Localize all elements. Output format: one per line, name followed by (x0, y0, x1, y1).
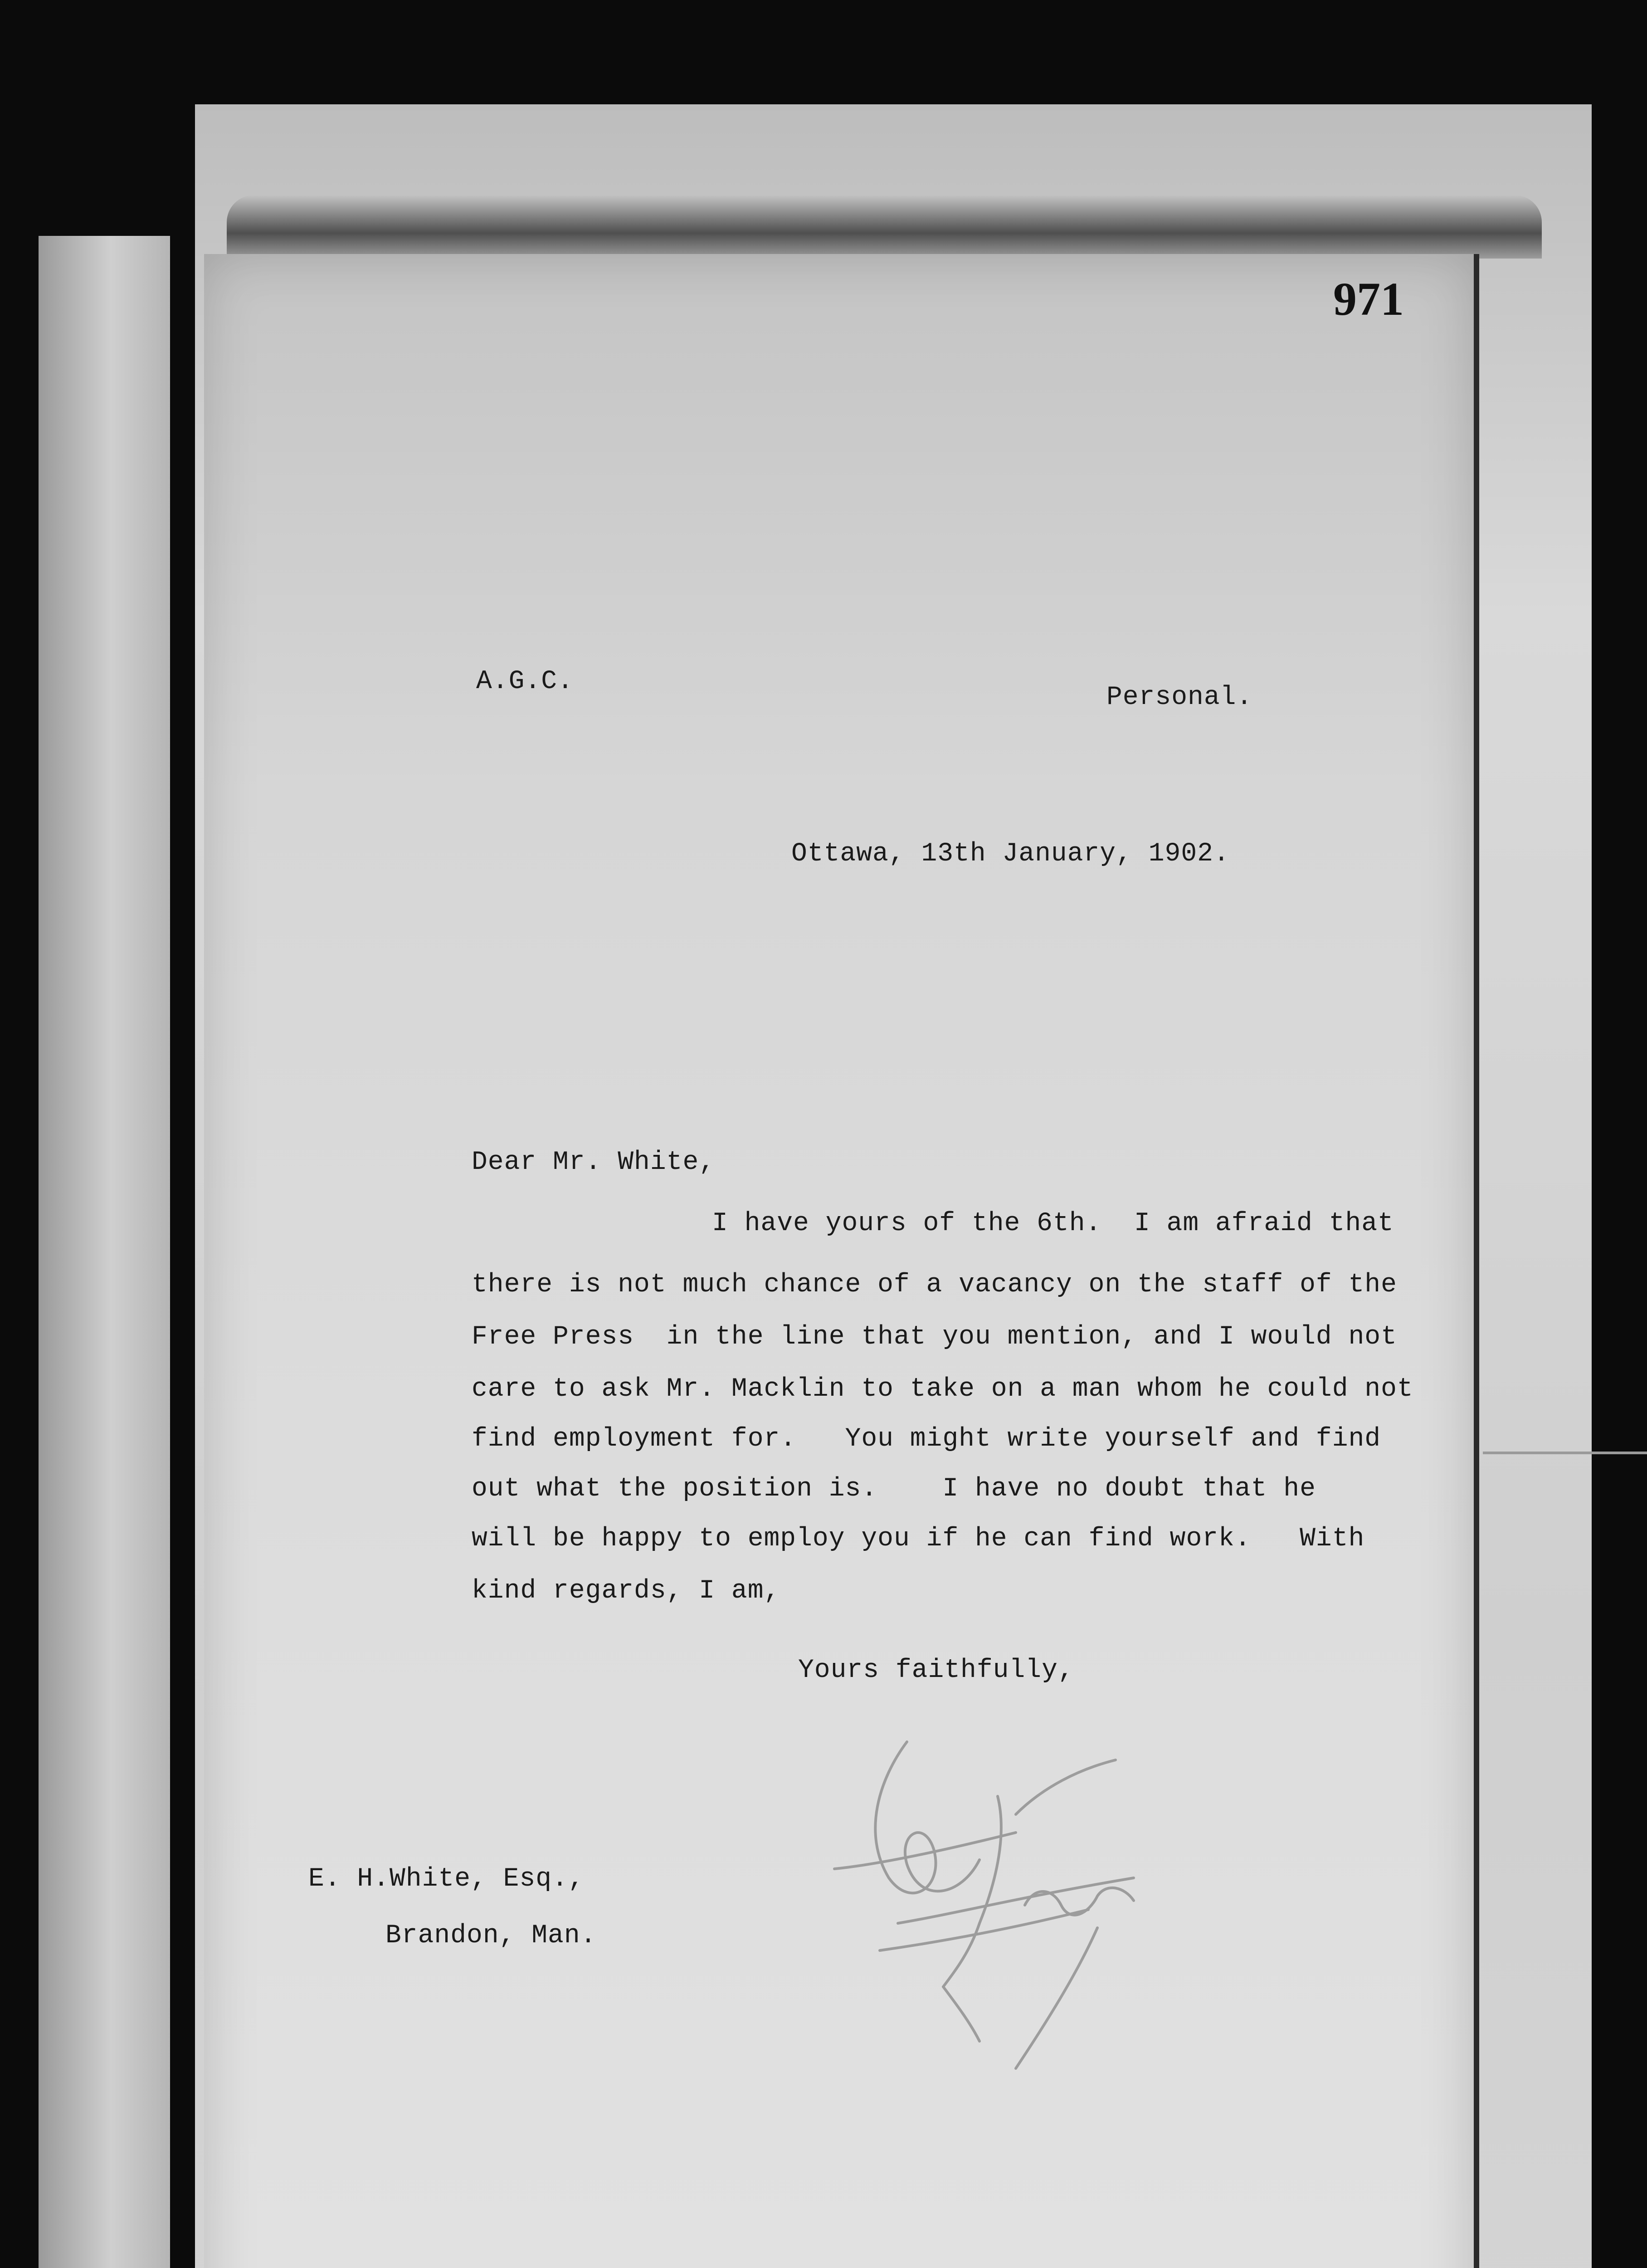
reference-initials: A.G.C. (476, 667, 574, 696)
page-top-edge-shadow (227, 195, 1542, 259)
folio-number: 971 (1333, 273, 1404, 325)
dateline: Ottawa, 13th January, 1902. (791, 839, 1230, 869)
salutation: Dear Mr. White, (472, 1148, 716, 1177)
film-scratch (1483, 1452, 1647, 1454)
body-line: there is not much chance of a vacancy on the staff of the (472, 1270, 1397, 1300)
body-line: find employment for. You might write yourself and find (472, 1424, 1381, 1454)
body-line: out what the position is. I have no doubt that he (472, 1474, 1316, 1504)
handwritten-signature (807, 1715, 1243, 2087)
body-line: I have yours of the 6th. I am afraid that (712, 1209, 1394, 1238)
adjacent-film-strip (39, 236, 170, 2268)
body-line: will be happy to employ you if he can find work. With (472, 1524, 1365, 1554)
closing: Yours faithfully, (798, 1656, 1074, 1685)
addressee-name: E. H.White, Esq., (308, 1864, 585, 1894)
body-line: Free Press in the line that you mention, and I would not (472, 1322, 1397, 1352)
body-line: care to ask Mr. Macklin to take on a man whom he could not (472, 1374, 1413, 1404)
addressee-location: Brandon, Man. (385, 1921, 597, 1950)
body-line: kind regards, I am, (472, 1576, 780, 1606)
personal-marking: Personal. (1106, 683, 1253, 712)
